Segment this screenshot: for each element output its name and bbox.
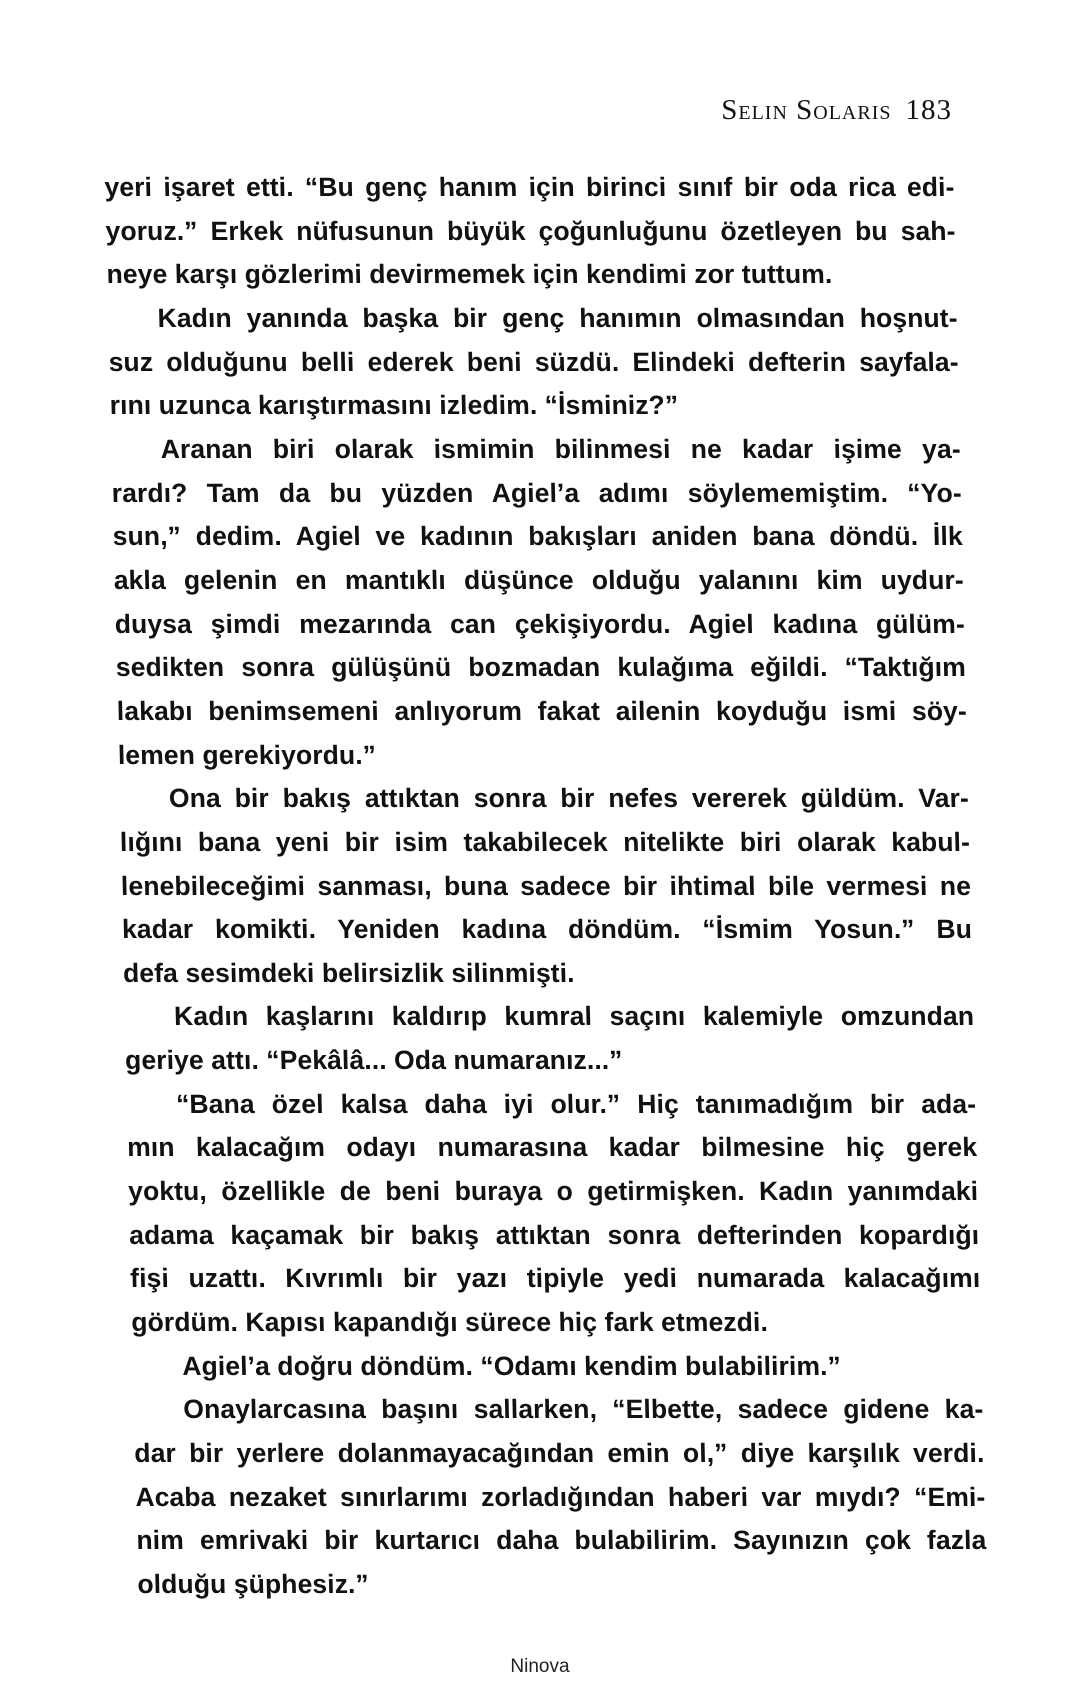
text-line: duysa şimdi mezarında can çekişiyordu. Agiel kadına gülüm- <box>114 608 966 639</box>
running-header <box>600 94 952 127</box>
text-line: yoktu, özellikle de beni buraya o getirmişken. Kadın yanımdaki <box>127 1176 979 1207</box>
text-line: adama kaçamak bir bakış attıktan sonra defterinden kopardığı <box>128 1219 980 1250</box>
text-line: “Bana özel kalsa daha iyi olur.” Hiç tanımadığım bir ada- <box>175 1088 977 1119</box>
text-line: sedikten sonra gülüşünü bozmadan kulağıma eğildi. “Taktığım <box>115 652 967 683</box>
text-line: Ona bir bakış attıktan sonra bir nefes vererek güldüm. Var- <box>168 783 970 814</box>
text-line: kadar komikti. Yeniden kadına döndüm. “İsmim Yosun.” Bu <box>121 914 973 945</box>
text-line: defa sesimdeki belirsizlik silinmişti. <box>122 957 575 988</box>
text-line: neye karşı gözlerimi devirmemek için kendimi zor tuttum. <box>106 259 833 290</box>
text-line: akla gelenin en mantıklı düşünce olduğu yalanını kim uydur- <box>113 564 965 595</box>
paragraph <box>133 1388 988 1606</box>
text-line: Agiel’a doğru döndüm. “Odamı kendim bulabilirim.” <box>181 1350 842 1381</box>
body-text <box>104 166 988 1607</box>
text-line: nim emrivaki bir kurtarıcı daha bulabilirim. Sayınızın çok fazla <box>136 1525 987 1556</box>
paragraph <box>107 297 960 428</box>
text-line: geriye attı. “Pekâlâ... Oda numaranız...” <box>124 1045 623 1076</box>
text-line: rını uzunca karıştırmasını izledim. “İsminiz?” <box>109 390 679 421</box>
text-line: lemen gerekiyordu.” <box>117 739 377 770</box>
paragraph <box>110 428 968 777</box>
book-title: Selin Solaris <box>721 94 892 126</box>
text-line: sun,” dedim. Agiel ve kadının bakışları aniden bana döndü. İlk <box>112 521 964 552</box>
paragraph <box>124 995 976 1082</box>
text-line: Aranan biri olarak ismimin bilinmesi ne kadar işime ya- <box>160 433 962 464</box>
text-line: Kadın yanında başka bir genç hanımın olmasından hoşnut- <box>157 302 958 333</box>
text-line: fişi uzattı. Kıvrımlı bir yazı tipiyle yedi numarada kalacağımı <box>129 1263 981 1294</box>
text-line: suz olduğunu belli ederek beni süzdü. Elindeki defterin sayfala- <box>108 346 959 377</box>
text-line: Kadın kaşlarını kaldırıp kumral saçını kalemiyle omzundan <box>173 1001 975 1032</box>
text-line: Onaylarcasına başını sallarken, “Elbette, sadece gidene ka- <box>182 1394 984 1425</box>
page-number: 183 <box>905 94 952 126</box>
text-line: olduğu şüphesiz.” <box>137 1569 370 1599</box>
text-line: lakabı benimsemeni anlıyorum fakat ailenin koyduğu ismi söy- <box>116 695 968 726</box>
text-line: yoruz.” Erkek nüfusunun büyük çoğunluğunu özetleyen bu sah- <box>105 215 956 246</box>
paragraph <box>126 1083 982 1345</box>
text-line: gördüm. Kapısı kapandığı sürece hiç fark etmezdi. <box>130 1307 769 1338</box>
text-line: Acaba nezaket sınırlarımı zorladığından haberi var mıydı? “Emi- <box>135 1481 986 1512</box>
text-line: rardı? Tam da bu yüzden Agiel’a adımı söylememiştim. “Yo- <box>111 477 963 508</box>
paragraph <box>104 166 957 297</box>
text-line: lığını bana yeni bir isim takabilecek nitelikte biri olarak kabul- <box>119 826 971 857</box>
publisher-footer: Ninova <box>510 1656 570 1677</box>
text-line: mın kalacağım odayı numarasına kadar bilmesine hiç gerek <box>126 1132 978 1163</box>
text-line: lenebileceğimi sanması, buna sadece bir ihtimal bile vermesi ne <box>120 870 972 901</box>
paragraph <box>132 1345 983 1389</box>
paragraph <box>118 777 973 995</box>
text-line: dar bir yerlere dolanmayacağından emin ol,” diye karşılık verdi. <box>133 1438 985 1469</box>
text-line: yeri işaret etti. “Bu genç hanım için birinci sınıf bir oda rica edi- <box>104 172 955 202</box>
